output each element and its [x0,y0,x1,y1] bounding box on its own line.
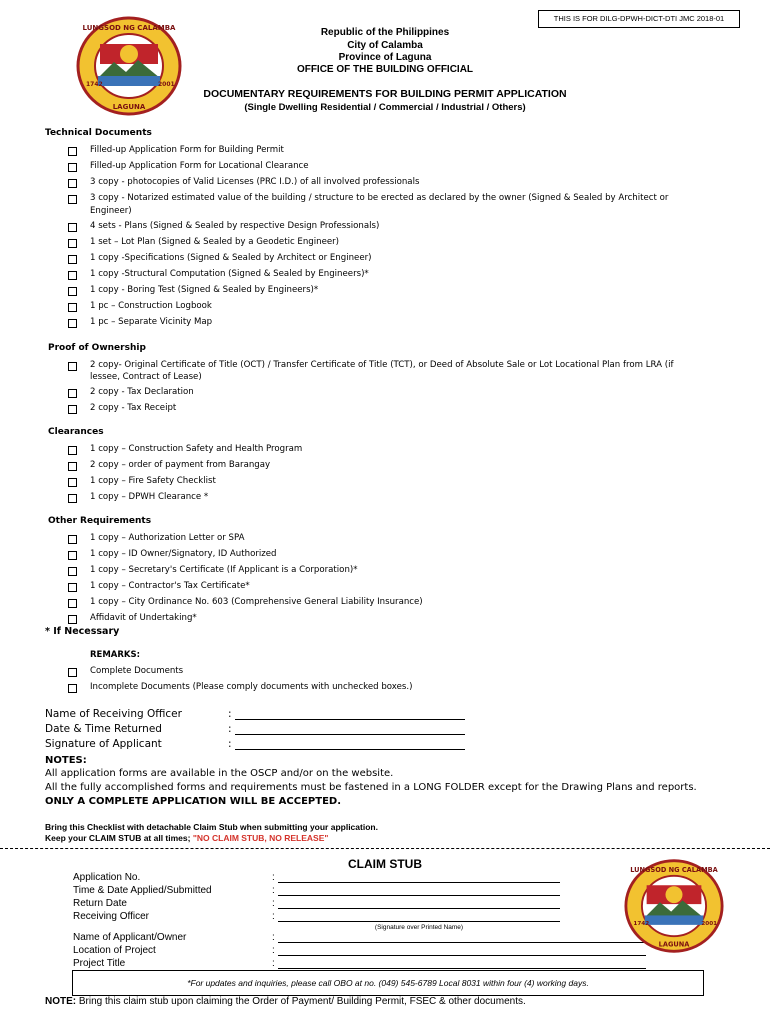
list-item: 1 copy – Authorization Letter or SPA [90,533,245,543]
notes-heading: NOTES: [45,755,87,766]
field-label-date-time-returned: Date & Time Returned [45,723,162,735]
checkbox[interactable] [68,551,77,560]
applicant-field[interactable] [278,942,646,943]
svg-text:1742: 1742 [86,81,103,88]
field-label-receiving-officer: Name of Receiving Officer [45,708,182,720]
receiving-officer-field[interactable] [235,719,465,720]
location-field[interactable] [278,955,646,956]
list-item: 1 copy – DPWH Clearance * [90,492,209,502]
colon: : [272,958,275,969]
checkbox[interactable] [68,319,77,328]
checkbox[interactable] [68,567,77,576]
section-technical-documents: Technical Documents [45,128,152,138]
checkbox[interactable] [68,478,77,487]
list-item: 1 set – Lot Plan (Signed & Sealed by a Geodetic Engineer) [90,237,340,247]
colon: : [272,898,275,909]
checkbox[interactable] [68,405,77,414]
checkbox[interactable] [68,255,77,264]
list-item: 1 copy – Contractor's Tax Certificate* [90,581,250,591]
list-item: Filled-up Application Form for Locational Clearance [90,161,309,171]
list-item: 3 copy - Notarized estimated value of the building / structure to be erected as declared by the owner (Signed & Sealed by Architect or [90,193,669,203]
stub-label-time-date: Time & Date Applied/Submitted [73,885,212,896]
notes-line-1: All application forms are available in the OSCP and/or on the website. [45,768,394,779]
checkbox[interactable] [68,599,77,608]
header-republic: Republic of the Philippines [320,27,450,38]
remarks-complete: Complete Documents [90,666,184,676]
note-label: NOTE: [45,996,77,1007]
list-item: 1 copy – ID Owner/Signatory, ID Authorized [90,549,277,559]
list-item: 1 copy – City Ordinance No. 603 (Comprehensive General Liability Insurance) [90,597,423,607]
stub-label-project-title: Project Title [73,958,126,969]
svg-text:LUNGSOD NG CALAMBA: LUNGSOD NG CALAMBA [82,24,176,32]
no-claim-stub-warning: "NO CLAIM STUB, NO RELEASE" [192,833,329,843]
checkbox[interactable] [68,271,77,280]
list-item: 3 copy - photocopies of Valid Licenses (PRC I.D.) of all involved professionals [90,177,420,187]
svg-text:LUNGSOD NG CALAMBA: LUNGSOD NG CALAMBA [630,866,718,875]
stub-label-application-no: Application No. [73,872,141,883]
list-item: 2 copy- Original Certificate of Title (OCT) / Transfer Certificate of Title (TCT), or Deed of Absolute Sale or Lot Locational Plan from LRA (if [90,360,674,370]
list-item: 1 pc – Separate Vicinity Map [90,317,213,327]
checkbox[interactable] [68,684,77,693]
checkbox[interactable] [68,535,77,544]
keep-stub-text: Keep your CLAIM STUB at all times; [45,833,193,843]
checkbox[interactable] [68,147,77,156]
notes-line-3: ONLY A COMPLETE APPLICATION WILL BE ACCEPTED. [45,796,342,807]
checkbox[interactable] [68,446,77,455]
section-proof-of-ownership: Proof of Ownership [48,343,146,353]
checkbox[interactable] [68,223,77,232]
updates-box [72,970,704,996]
list-item-continuation: lessee, Contract of Lease) [90,372,202,382]
colon: : [272,945,275,956]
colon: : [228,723,232,735]
stub-label-receiving-officer: Receiving Officer [73,911,149,922]
checkbox[interactable] [68,303,77,312]
cut-line [0,848,770,849]
if-necessary-note: * If Necessary [45,626,120,637]
keep-stub-note [45,833,328,843]
list-item: 2 copy – order of payment from Barangay [90,460,271,470]
colon: : [272,911,275,922]
colon: : [228,708,232,720]
return-date-field[interactable] [278,908,560,909]
svg-text:2001: 2001 [158,81,175,88]
colon: : [272,932,275,943]
list-item: Filled-up Application Form for Building Permit [90,145,284,155]
city-seal-logo-stub [624,858,724,954]
list-item: Affidavit of Undertaking* [90,613,197,623]
header-city: City of Calamba [347,40,423,51]
remarks-incomplete: Incomplete Documents (Please comply documents with unchecked boxes.) [90,682,413,692]
list-item: 1 pc – Construction Logbook [90,301,212,311]
list-item: 1 copy -Specifications (Signed & Sealed by Architect or Engineer) [90,253,372,263]
application-no-field[interactable] [278,882,560,883]
claim-note [45,996,526,1007]
header-office: OFFICE OF THE BUILDING OFFICIAL [296,64,474,75]
checkbox[interactable] [68,239,77,248]
bring-checklist-note: Bring this Checklist with detachable Claim Stub when submitting your application. [45,822,378,832]
list-item: 2 copy - Tax Receipt [90,403,177,413]
signature-note: (Signature over Printed Name) [374,924,464,931]
list-item: 1 copy – Construction Safety and Health Program [90,444,303,454]
document-subtitle: (Single Dwelling Residential / Commercial / Industrial / Others) [244,102,526,113]
list-item: 2 copy - Tax Declaration [90,387,194,397]
checkbox[interactable] [68,389,77,398]
stub-label-location: Location of Project [73,945,156,956]
document-title: DOCUMENTARY REQUIREMENTS FOR BUILDING PERMIT APPLICATION [203,88,567,100]
updates-note: *For updates and inquiries, please call OBO at no. (049) 545-6789 Local 8031 within four (4) working days. [187,978,589,988]
checkbox[interactable] [68,179,77,188]
colon: : [272,885,275,896]
checkbox[interactable] [68,462,77,471]
colon: : [228,738,232,750]
svg-text:2001: 2001 [701,920,718,927]
list-item: 1 copy – Secretary's Certificate (If Applicant is a Corporation)* [90,565,358,575]
time-date-field[interactable] [278,895,560,896]
svg-text:LAGUNA: LAGUNA [658,940,690,949]
colon: : [272,872,275,883]
field-label-signature: Signature of Applicant [45,738,162,750]
checkbox[interactable] [68,362,77,371]
section-clearances: Clearances [48,427,104,437]
checkbox[interactable] [68,668,77,677]
date-time-returned-field[interactable] [235,734,465,735]
list-item: 1 copy -Structural Computation (Signed & Sealed by Engineers)* [90,269,369,279]
signature-field[interactable] [235,749,465,750]
svg-text:1742: 1742 [633,920,650,927]
checkbox[interactable] [68,195,77,204]
stub-receiving-officer-field[interactable] [278,921,560,922]
stub-label-return-date: Return Date [73,898,127,909]
list-item: 4 sets - Plans (Signed & Sealed by respective Design Professionals) [90,221,380,231]
checkbox[interactable] [68,287,77,296]
svg-text:LAGUNA: LAGUNA [112,103,146,111]
checkbox[interactable] [68,583,77,592]
list-item-continuation: Engineer) [90,206,132,216]
stub-label-applicant: Name of Applicant/Owner [73,932,187,943]
list-item: 1 copy – Fire Safety Checklist [90,476,216,486]
section-other-requirements: Other Requirements [48,516,152,526]
reference-code: THIS IS FOR DILG-DPWH-DICT-DTI JMC 2018-01 [538,10,740,28]
list-item: 1 copy - Boring Test (Signed & Sealed by Engineers)* [90,285,319,295]
checkbox[interactable] [68,163,77,172]
header-province: Province of Laguna [338,52,432,63]
project-title-field[interactable] [278,968,646,969]
remarks-heading: REMARKS: [90,650,141,660]
checkbox[interactable] [68,615,77,624]
notes-line-2: All the fully accomplished forms and requirements must be fastened in a LONG FOLDER except for the Drawing Plans and reports. [45,782,697,793]
claim-stub-heading: CLAIM STUB [348,857,422,871]
checkbox[interactable] [68,494,77,503]
note-text: Bring this claim stub upon claiming the Order of Payment/ Building Permit, FSEC & other documents. [76,996,526,1007]
